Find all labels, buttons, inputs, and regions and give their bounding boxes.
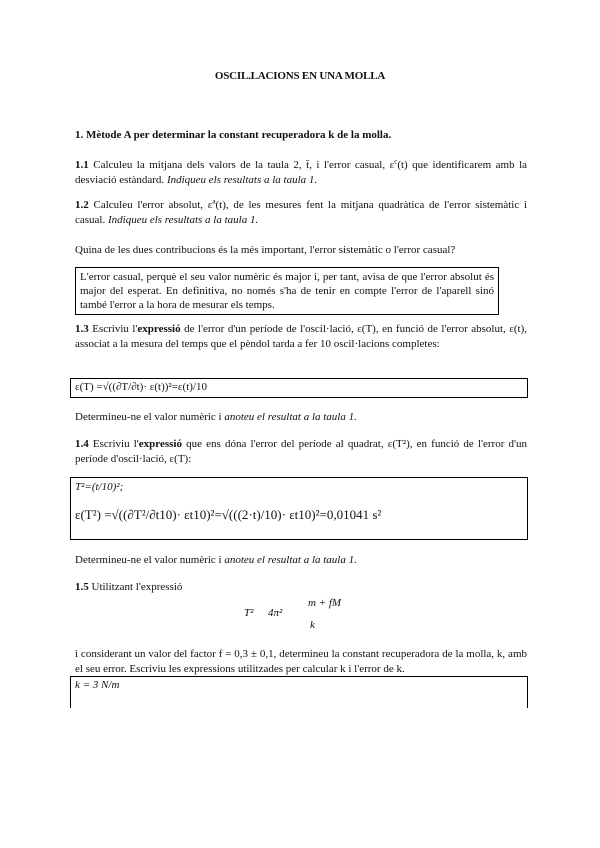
q-bold: expressió: [137, 323, 181, 335]
formula-denominator: k: [310, 619, 315, 631]
answer-line-1: T²=(t/10)²;: [75, 481, 124, 493]
q-instruction: Indiqueu els resultats a la taula 1.: [166, 174, 318, 186]
q-text: Escriviu l': [92, 323, 138, 335]
determine-text: Determineu-ne el valor numèric i: [75, 411, 222, 423]
q-text: Calculeu l'error absolut, ε: [93, 199, 213, 211]
q-symbol: t̄: [306, 159, 310, 171]
question-1-2-ask: Quina de les dues contribucions és la més important, l'error sistemàtic o l'error casual?: [75, 244, 456, 256]
determine-2: [75, 553, 527, 568]
formula-mid: 4π²: [268, 607, 283, 619]
q-text: , i l'error casual, ε: [309, 159, 395, 171]
q-text: que ens dóna l'error del període al quadrat, ε(T²), en funció de l'error d'un període d'oscil·lació, ε(T):: [75, 438, 528, 465]
determine-1: [75, 410, 527, 425]
section-heading: 1. Mètode A per determinar la constant recuperadora k de la molla.: [75, 129, 392, 141]
question-1-2: 1.2 Calculeu l'error absolut, $\varepsilon^a(t)$, de les mesures fent la mitjana quadràtica de l'error sistemàtic i casual. Indiqueu els resultats a la taula 1.: [75, 197, 528, 226]
question-1-4: [75, 437, 527, 467]
q-number: 1.1: [75, 159, 89, 171]
q-number: 1.5: [75, 581, 89, 593]
q-text: Escriviu l': [92, 438, 139, 450]
determine-instruction: anoteu el resultat a la taula 1.: [224, 411, 357, 423]
q-text: (t) que identificarem amb la desviació estàndard.: [75, 159, 528, 186]
q-number: 1.4: [75, 438, 89, 450]
q-text: (t), de les mesures fent la mitjana quadràtica de l'error sistemàtic i casual.: [75, 199, 528, 226]
determine-text: Determineu-ne el valor numèric i: [75, 554, 222, 566]
answer-1-4: [70, 477, 528, 540]
answer-line-2: ε(T²) =√((∂T²/∂t10)· εt10)²=√(((2·t)/10)· εt10)²=0,01041 s²: [75, 507, 382, 522]
formula-lhs: T²: [244, 607, 254, 619]
determine-instruction: anoteu el resultat a la taula 1.: [224, 554, 357, 566]
answer-k: k = 3 N/m: [75, 679, 120, 691]
q-text: de l'error d'un període de l'oscil·lació, ε(T), en funció de l'error absolut, ε(t), associat a la mesura del temps que el pèndol tarda a fer 10 oscil·lacions completes:: [75, 323, 528, 350]
answer-1-5: [70, 676, 528, 708]
question-1-3: [75, 322, 527, 352]
q-bold: expressió: [138, 438, 182, 450]
formula-numerator: m + fM: [308, 597, 342, 609]
q-instruction: Indiqueu els resultats a la taula 1.: [107, 214, 259, 226]
q-text: Utilitzant l'expressió: [91, 581, 183, 593]
q-number: 1.3: [75, 323, 89, 335]
page-title: OSCIL.LACIONS EN UNA MOLLA: [214, 70, 386, 82]
question-1-1: 1.1 Calculeu la mitjana dels valors de la taula 2, t̄, i l'error casual, $\varepsilon^c(t)$ que identificarem amb la desviació estàndard. Indiqueu els resultats a la taula 1.: [75, 157, 528, 186]
answer-1-3: ε(T) =√((∂T/∂t)· ε(t))²=ε(t)/10: [70, 378, 528, 398]
formula: [240, 595, 380, 631]
question-1-5-text: i considerant un valor del factor f = 0,3 ± 0,1, determineu la constant recuperadora de la molla, k, amb el seu error. Escriviu les expressions utilitzades per calcular k i l'error de k.: [75, 648, 527, 675]
question-1-5: [75, 580, 527, 595]
q-number: 1.2: [75, 199, 89, 211]
answer-1-2: L'error casual, perquè el seu valor numèric és major i, per tant, avisa de que l'error absolut és major del esperat. En definitiva, no només s'ha de tenir en compte l'error de l'aparell sinó també l'error a la hora de mesurar els temps.: [75, 267, 499, 315]
q-text: Calculeu la mitjana dels valors de la taula 2,: [93, 159, 302, 171]
